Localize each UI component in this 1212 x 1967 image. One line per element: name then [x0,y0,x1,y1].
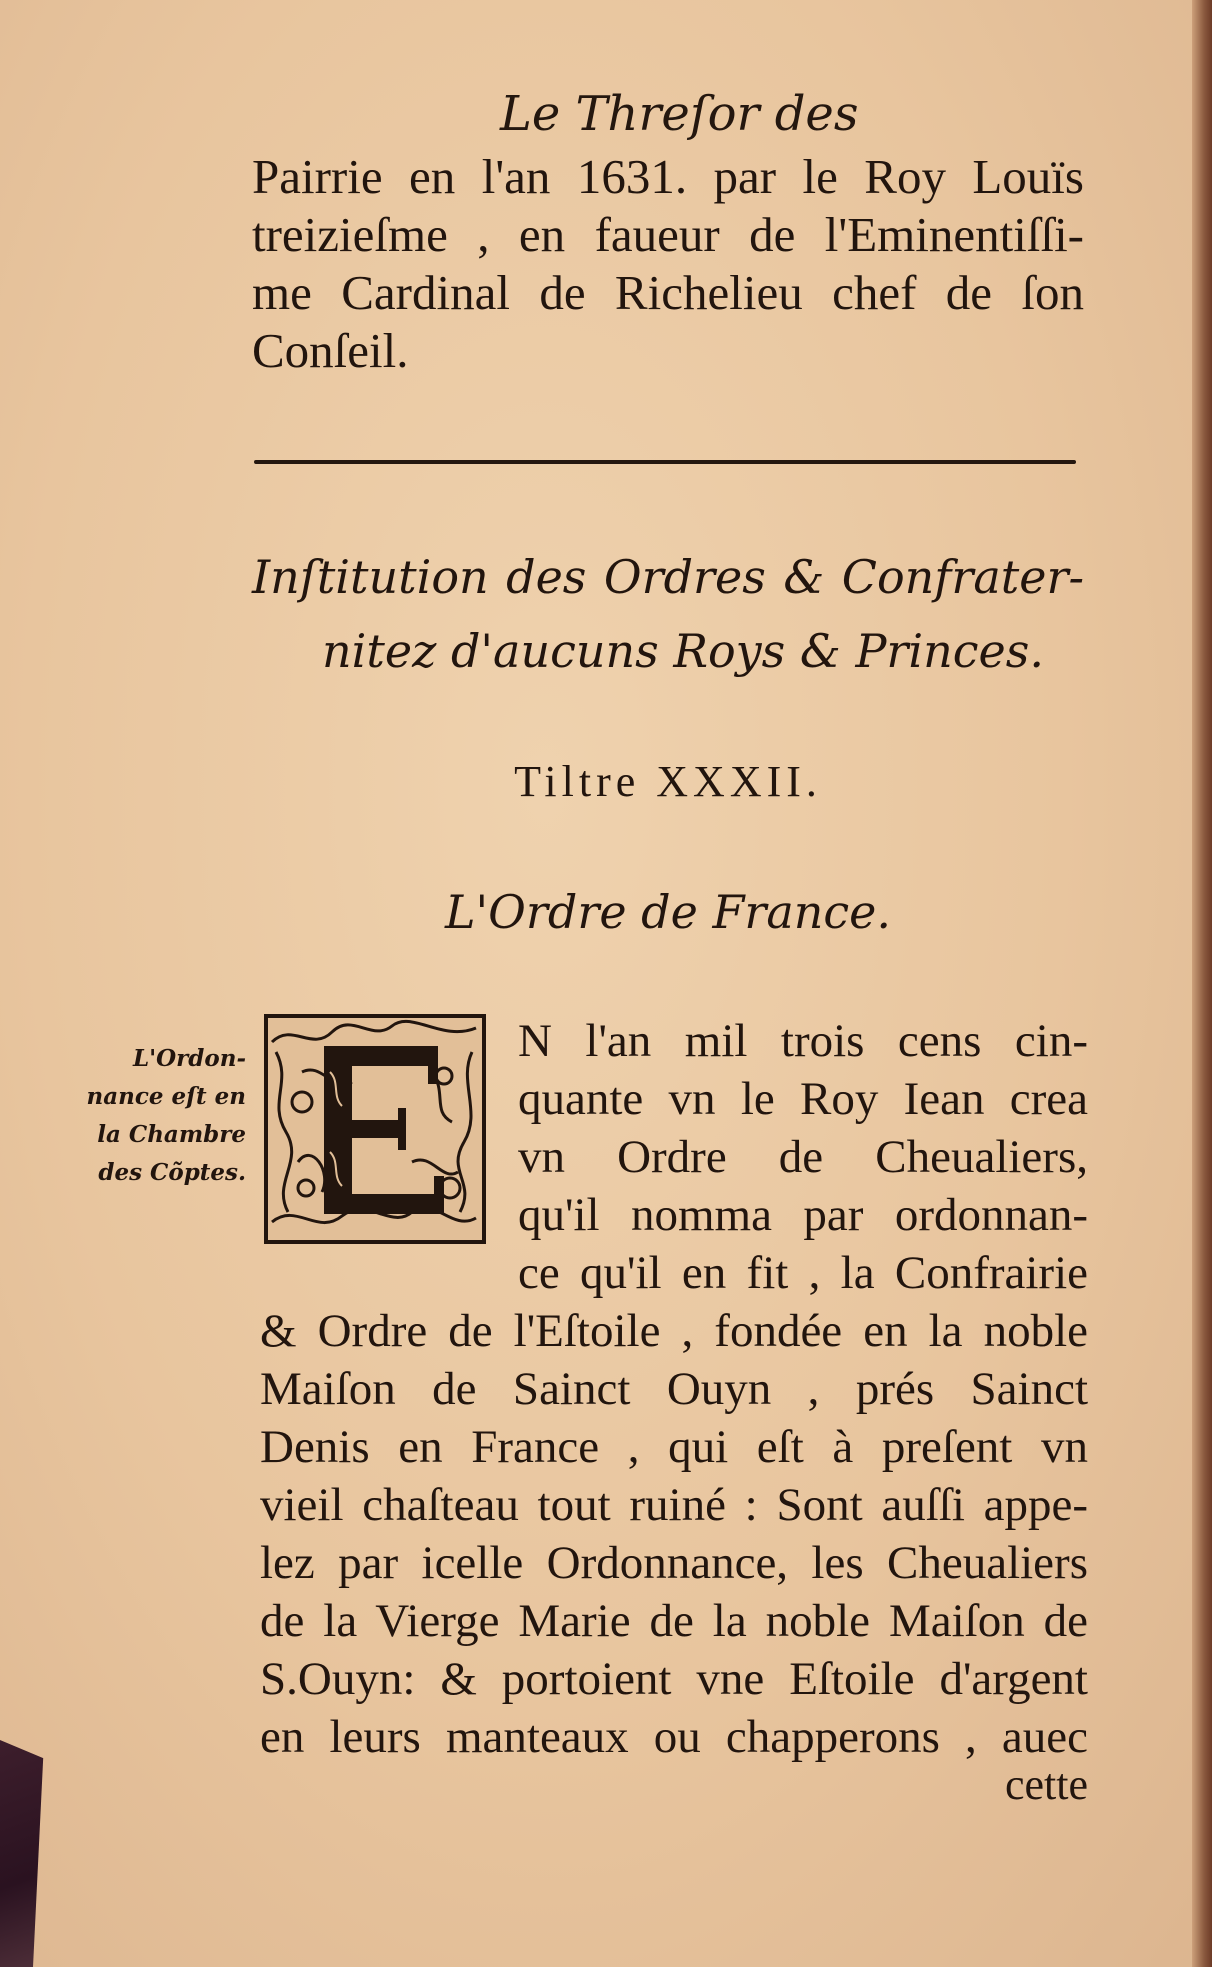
catchword: cette [1004,1760,1088,1809]
opening-paragraph [518,1012,1088,1302]
running-head: Le Threſor des [500,86,859,142]
marginal-line: la Chambre [97,1121,246,1148]
text-line: vn Ordre de Cheualiers, [518,1131,1088,1183]
text-line: Denis en France , qui eſt à preſent vn [260,1421,1088,1473]
heading-line: nitez d'aucuns Roys & Princes. [322,624,1044,678]
subheading: L'Ordre de France. [444,885,892,939]
text-line: S.Ouyn: & portoient vne Eſtoile d'argent [260,1653,1088,1705]
text-line: ce qu'il en fit , la Confrairie [518,1247,1088,1299]
text-line: vieil chaſteau tout ruiné : Sont auſſi appe- [260,1479,1088,1531]
top-paragraph [252,148,1084,380]
text-line: N l'an mil trois cens cin- [518,1015,1088,1067]
ornamental-initial-E-icon [262,1012,488,1246]
marginal-line: L'Ordon- [132,1045,246,1072]
marginal-note [66,1040,246,1192]
text-line: Conſeil. [252,323,409,378]
text-line: Pairrie en l'an 1631. par le Roy Louïs [252,149,1084,204]
text-line: & Ordre de l'Eſtoile , fondée en la noble [260,1305,1088,1357]
marginal-line: des Cõptes. [98,1159,246,1186]
section-divider [254,460,1076,464]
text-line: treizieſme , en faueur de l'Eminentiſſi- [252,207,1084,262]
text-line: en leurs manteaux ou chapperons , auec [260,1711,1088,1763]
body-paragraph [260,1302,1088,1766]
text-line: quante vn le Roy Iean crea [518,1073,1088,1125]
marginal-line: nance eſt en [86,1083,246,1110]
page-edge-shadow [1192,0,1212,1967]
title-number: Tiltre XXXII. [514,757,822,806]
text-line: lez par icelle Ordonnance, les Cheualiers [260,1537,1088,1589]
text-line: de la Vierge Marie de la noble Maiſon de [260,1595,1088,1647]
ink-stain [0,1740,60,1967]
section-heading [252,540,1084,688]
text-line: me Cardinal de Richelieu chef de ſon [252,265,1084,320]
heading-line: Inſtitution des Ordres & Confrater- [252,550,1084,604]
text-line: qu'il nomma par ordonnan- [518,1189,1088,1241]
text-line: Maiſon de Sainct Ouyn , prés Sainct [260,1363,1088,1415]
